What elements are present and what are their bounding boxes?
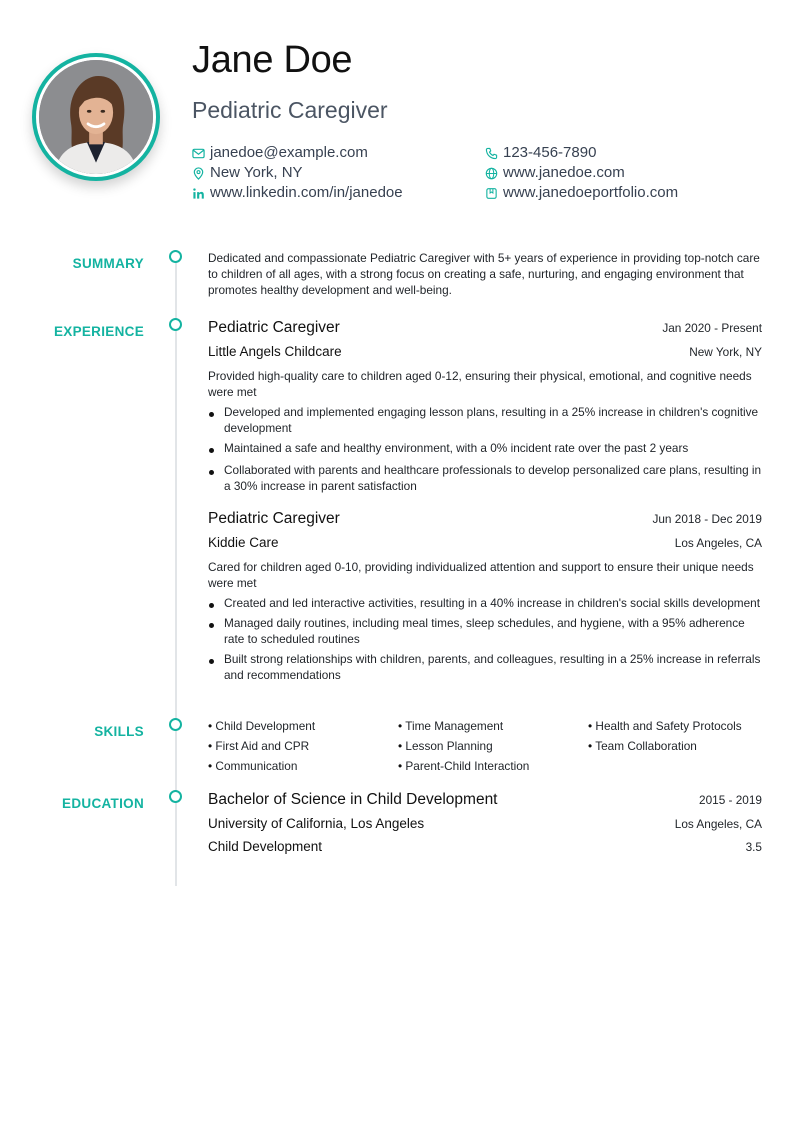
job-location: Los Angeles, CA bbox=[674, 536, 762, 550]
job-description: Cared for children aged 0-10, providing individualized attention and support to ensure their unique needs were met bbox=[208, 560, 754, 590]
portfolio-text: www.janedoeportfolio.com bbox=[503, 184, 679, 201]
skills-section bbox=[208, 718, 762, 774]
bookmark-icon bbox=[485, 187, 498, 200]
skill-item: • Child Development bbox=[208, 718, 398, 734]
summary-text: Dedicated and compassionate Pediatric Caregiver with 5+ years of experience in providing top-notch care to children of all ages, with a strong focus on creating a safe, nurturing, and engaging environment that promotes healthy development and well-being. bbox=[208, 251, 760, 297]
map-pin-icon bbox=[192, 167, 205, 180]
linkedin-icon bbox=[192, 187, 205, 200]
contact-linkedin[interactable] bbox=[192, 183, 403, 203]
summary-section bbox=[208, 250, 762, 298]
company-name: Kiddie Care bbox=[208, 535, 279, 550]
timeline-dot-summary bbox=[169, 250, 182, 263]
section-title-education: EDUCATION bbox=[62, 796, 144, 811]
section-title-experience: EXPERIENCE bbox=[53, 324, 144, 339]
candidate-name: Jane Doe bbox=[192, 39, 353, 81]
website-text: www.janedoe.com bbox=[503, 164, 625, 181]
section-title-summary: SUMMARY bbox=[72, 256, 144, 271]
contact-column-left bbox=[192, 143, 403, 203]
email-text: janedoe@example.com bbox=[210, 144, 368, 161]
section-title-skills: SKILLS bbox=[94, 724, 144, 739]
timeline-dot-education bbox=[169, 790, 182, 803]
job-description: Provided high-quality care to children aged 0-12, ensuring their physical, emotional, and cognitive needs were met bbox=[208, 369, 752, 399]
timeline-dot-skills bbox=[169, 718, 182, 731]
achievement-item: Built strong relationships with children, parents, and colleagues, resulting in a 25% increase in referrals and recommendations bbox=[208, 651, 762, 683]
job-location: New York, NY bbox=[689, 345, 762, 359]
candidate-role: Pediatric Caregiver bbox=[192, 97, 388, 123]
achievement-item: Collaborated with parents and healthcare professionals to develop personalized care plans, resulting in a 30% increase in parent satisfaction bbox=[208, 462, 762, 494]
contact-website[interactable] bbox=[485, 163, 678, 183]
experience-entry bbox=[208, 510, 762, 683]
skill-item: • First Aid and CPR bbox=[208, 738, 398, 754]
contact-email[interactable] bbox=[192, 143, 403, 163]
skill-item: • Communication bbox=[208, 758, 398, 774]
job-dates: Jun 2018 - Dec 2019 bbox=[652, 512, 762, 526]
achievement-list bbox=[208, 595, 762, 683]
skill-item: • Time Management bbox=[398, 718, 588, 734]
achievement-item: Created and led interactive activities, resulting in a 40% increase in children's social skills development bbox=[208, 595, 762, 611]
school-location: Los Angeles, CA bbox=[674, 817, 762, 831]
contact-phone[interactable] bbox=[485, 143, 678, 163]
envelope-icon bbox=[192, 147, 205, 160]
contact-location bbox=[192, 163, 403, 183]
education-dates: 2015 - 2019 bbox=[699, 793, 762, 807]
job-title: Pediatric Caregiver bbox=[208, 510, 340, 527]
phone-text: 123-456-7890 bbox=[503, 144, 597, 161]
achievement-list bbox=[208, 404, 762, 494]
job-dates: Jan 2020 - Present bbox=[662, 321, 762, 335]
achievement-item: Developed and implemented engaging lesson plans, resulting in a 25% increase in children's cognitive development bbox=[208, 404, 762, 436]
gpa: 3.5 bbox=[745, 840, 762, 854]
company-name: Little Angels Childcare bbox=[208, 344, 342, 359]
phone-icon bbox=[485, 147, 498, 160]
linkedin-text: www.linkedin.com/in/janedoe bbox=[210, 184, 403, 201]
avatar bbox=[39, 60, 153, 174]
globe-icon bbox=[485, 167, 498, 180]
timeline-dot-experience bbox=[169, 318, 182, 331]
education-entry bbox=[208, 791, 762, 861]
skills-grid bbox=[208, 718, 762, 774]
field-of-study: Child Development bbox=[208, 839, 323, 854]
skill-item: • Parent-Child Interaction bbox=[398, 758, 588, 774]
contact-portfolio[interactable] bbox=[485, 183, 678, 203]
skill-item: • Team Collaboration bbox=[588, 738, 762, 754]
experience-entry bbox=[208, 319, 762, 494]
job-title: Pediatric Caregiver bbox=[208, 319, 340, 336]
skill-item: • Health and Safety Protocols bbox=[588, 718, 762, 734]
location-text: New York, NY bbox=[210, 164, 303, 181]
achievement-item: Maintained a safe and healthy environment, with a 0% incident rate over the past 2 years bbox=[208, 440, 762, 456]
profile-photo-frame bbox=[32, 53, 160, 181]
skill-item: • Lesson Planning bbox=[398, 738, 588, 754]
achievement-item: Managed daily routines, including meal times, sleep schedules, and hygiene, with a 95% adherence rate to scheduled routines bbox=[208, 615, 762, 647]
school-name: University of California, Los Angeles bbox=[208, 816, 425, 831]
degree-title: Bachelor of Science in Child Development bbox=[208, 791, 498, 808]
contact-column-right bbox=[485, 143, 678, 203]
